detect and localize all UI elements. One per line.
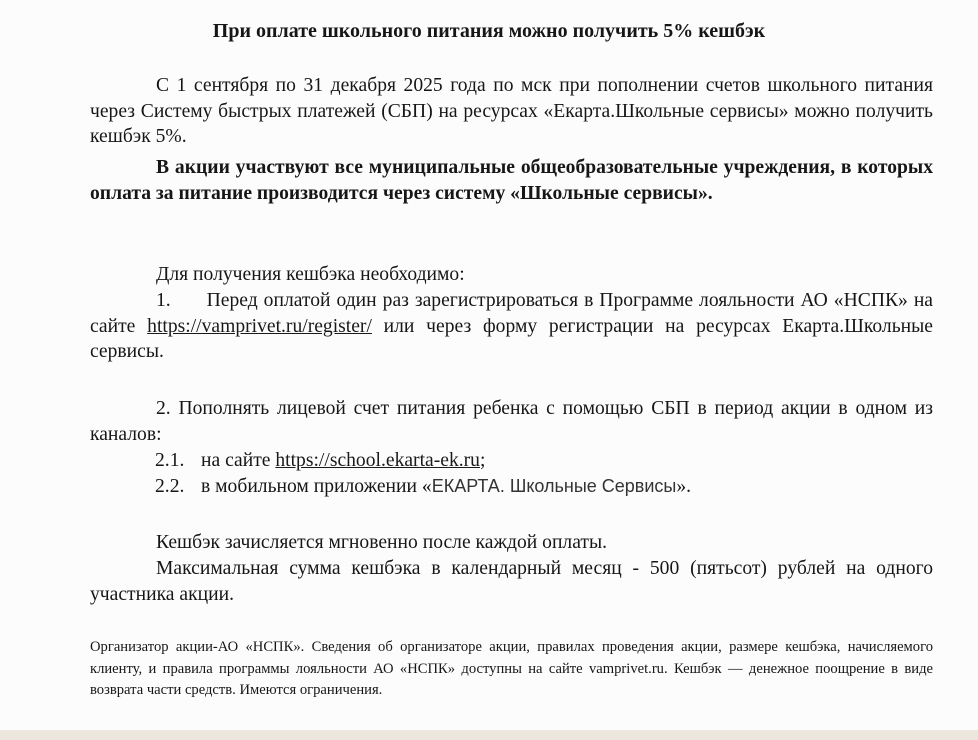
intro-paragraph: С 1 сентября по 31 декабря 2025 года по мск при пополнении счетов школьного питания через Систему быстрых платежей (СБП) на ресурсах «Екарта.Школьные сервисы» можно получить кешбэк 5%. [90, 75, 933, 147]
requirements-heading: Для получения кешбэка необходимо: [156, 264, 465, 285]
participants-paragraph: В акции участвуют все муниципальные общеобразовательные учреждения, в которых оплата за питание производится через систему «Школьные сервисы». [90, 157, 933, 204]
channel-2-2-number: 2.2. [155, 476, 185, 497]
step-1-paragraph [90, 288, 933, 365]
channel-2-2 [155, 474, 691, 500]
channel-2-1-suffix: ; [479, 450, 486, 471]
channel-2-1-prefix: на сайте [201, 450, 271, 471]
channel-2-2-suffix: ». [676, 476, 692, 497]
channel-2-2-prefix: в мобильном приложении « [201, 476, 432, 497]
channel-2-1 [155, 448, 485, 474]
cashback-max: Максимальная сумма кешбэка в календарный месяц - 500 (пятьсот) рублей на одного участника акции. [90, 558, 933, 605]
step-1-number: 1. [156, 290, 171, 311]
step-1-text-before: Перед оплатой один раз зарегистрироваться в Программе лояльности АО «НСПК» на сайте [90, 290, 934, 337]
step-1-text-after: или через форму регистрации на ресурсах Екарта.Школьные сервисы. [90, 315, 933, 362]
register-link[interactable]: https://vamprivet.ru/register/ [147, 315, 372, 337]
document-title: При оплате школьного питания можно получить 5% кешбэк [212, 20, 766, 42]
cashback-instant: Кешбэк зачисляется мгновенно после каждой оплаты. [156, 532, 608, 553]
step-2-paragraph: 2. Пополнять лицевой счет питания ребенка с помощью СБП в период акции в одном из каналов: [90, 398, 933, 445]
page-edge-strip [0, 730, 978, 740]
channel-2-1-number: 2.1. [155, 450, 185, 471]
footer-disclaimer: Организатор акции-АО «НСПК». Сведения об организаторе акции, правилах проведения акции, размере кешбэка, начисляемого клиенту, и правила программы лояльности АО «НСПК» доступны на сайте vamprivet.ru. Кешбэк — денежное поощрение в виде возврата части средств. Имеются ограничения. [90, 639, 933, 698]
app-name: ЕКАРТА. Школьные Сервисы [431, 476, 677, 496]
school-site-link[interactable]: https://school.ekarta-ek.ru [275, 450, 480, 471]
